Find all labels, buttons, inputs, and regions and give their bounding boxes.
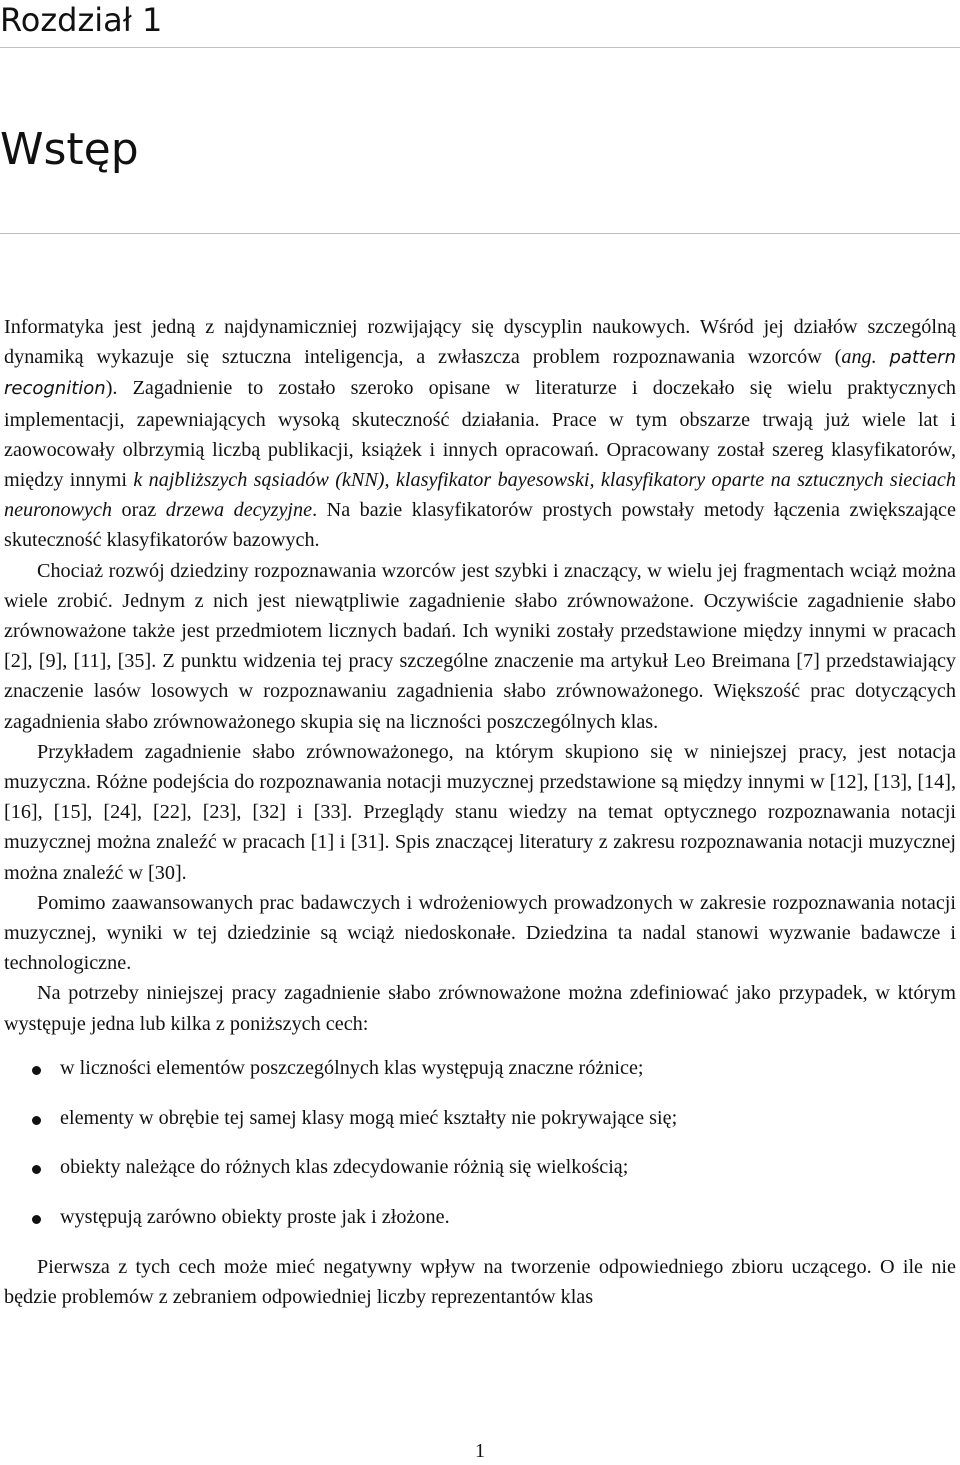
bullet-icon [32,1066,41,1075]
classifier-list: k najbliższych sąsiadów (kNN), klasyfikator bayesowski, klasyfikatory oparte na sztucznych sieciach neuronowych [4,469,956,522]
chapter-title: Wstęp [0,124,139,175]
list-item-text: obiekty należące do różnych klas zdecydowanie różnią się wielkością; [60,1156,629,1179]
paragraph-1-text-a: Informatyka jest jedną z najdynamiczniej rozwijający się dyscyplin naukowych. Wśród jej działów szczególną dynamiką wykazuje się sztuczna inteligencja, a zwłaszcza problem rozpoznawania wzorców ( [4,316,956,369]
feature-list [4,1053,956,1233]
page-number: 1 [475,1440,485,1462]
list-item [4,1103,956,1133]
list-item [4,1202,956,1232]
term-pattern-recognition: pattern recognition [4,347,956,400]
paragraph-1-text-d: . Na bazie klasyfikatorów prostych powstały metody łączenia zwiększające skuteczność klasyfikatorów bazowych. [4,499,956,552]
bullet-icon [32,1116,41,1125]
paragraph-1-text-c: oraz [112,499,166,522]
chapter-body [4,312,956,1312]
chapter-label: Rozdział 1 [0,1,163,39]
list-item [4,1053,956,1083]
paragraph-3: Przykładem zagadnienie słabo zrównoważonego, na którym skupiono się w niniejszej pracy, jest notacja muzyczna. Różne podejścia do rozpoznawania notacji muzycznej przedstawione są między innymi w [12], [13], [14], [16], [15], [24], [22], [23], [32] i [33]. Przeglądy stanu wiedzy na temat optycznego rozpoznawania notacji muzycznej można znaleźć w pracach [1] i [31]. Spis znaczącej literatury z zakresu rozpoznawania notacji muzycznej można znaleźć w [30]. [4,740,956,884]
list-item [4,1152,956,1182]
bullet-icon [32,1165,41,1174]
list-item-text: w liczności elementów poszczególnych klas występują znaczne różnice; [60,1056,644,1079]
paragraph-5: Na potrzeby niniejszej pracy zagadnienie słabo zrównoważone można zdefiniować jako przypadek, w którym występuje jedna lub kilka z poniższych cech: [4,982,956,1035]
paragraph-2: Chociaż rozwój dziedziny rozpoznawania wzorców jest szybki i znaczący, w wielu jej fragmentach wciąż można wiele zrobić. Jednym z nich jest niewątpliwie zagadnienie słabo zrównoważone. Oczywiście zagadnienie słabo zrównoważone także jest przedmiotem licznych badań. Ich wyniki zostały przedstawione między innymi w pracach [2], [9], [11], [35]. Z punktu widzenia tej pracy szczególne znaczenie ma artykuł Leo Breimana [7] przedstawiający znaczenie lasów losowych w rozpoznawaniu zagadnienia słabo zrównoważonego. Większość prac dotyczących zagadnienia słabo zrównoważonego skupia się na liczności poszczególnych klas. [4,559,956,733]
paragraph-1-text-b: ). Zagadnienie to zostało szeroko opisane w literaturze i doczekało się wielu praktycznych implementacji, zapewniających wysoką skuteczność działania. Prace w tym obszarze trwają już wiele lat i zaowocowały olbrzymią liczbą publikacji, książek i innych opracowań. Opracowany został szereg klasyfikatorów, między innymi [4,377,956,492]
paragraph-4: Pomimo zaawansowanych prac badawczych i wdrożeniowych prowadzonych w zakresie rozpoznawania notacji muzycznej, wyniki w tej dziedzinie są wciąż niedoskonałe. Dziedzina ta nadal stanowi wyzwanie badawcze i technologiczne. [4,891,956,975]
abbrev-ang: ang. [841,346,877,369]
paragraph-1 [4,312,956,556]
decision-trees: drzewa decyzyjne [165,499,313,522]
bullet-icon [32,1215,41,1224]
header-rule-bottom [0,233,960,234]
header-rule-top [0,47,960,48]
paragraph-6: Pierwsza z tych cech może mieć negatywny wpływ na tworzenie odpowiedniego zbioru uczącego. O ile nie będzie problemów z zebraniem odpowiedniej liczby reprezentantów klas [4,1256,956,1309]
list-item-text: elementy w obrębie tej samej klasy mogą mieć kształty nie pokrywające się; [60,1106,678,1129]
list-item-text: występują zarówno obiekty proste jak i złożone. [60,1206,450,1229]
